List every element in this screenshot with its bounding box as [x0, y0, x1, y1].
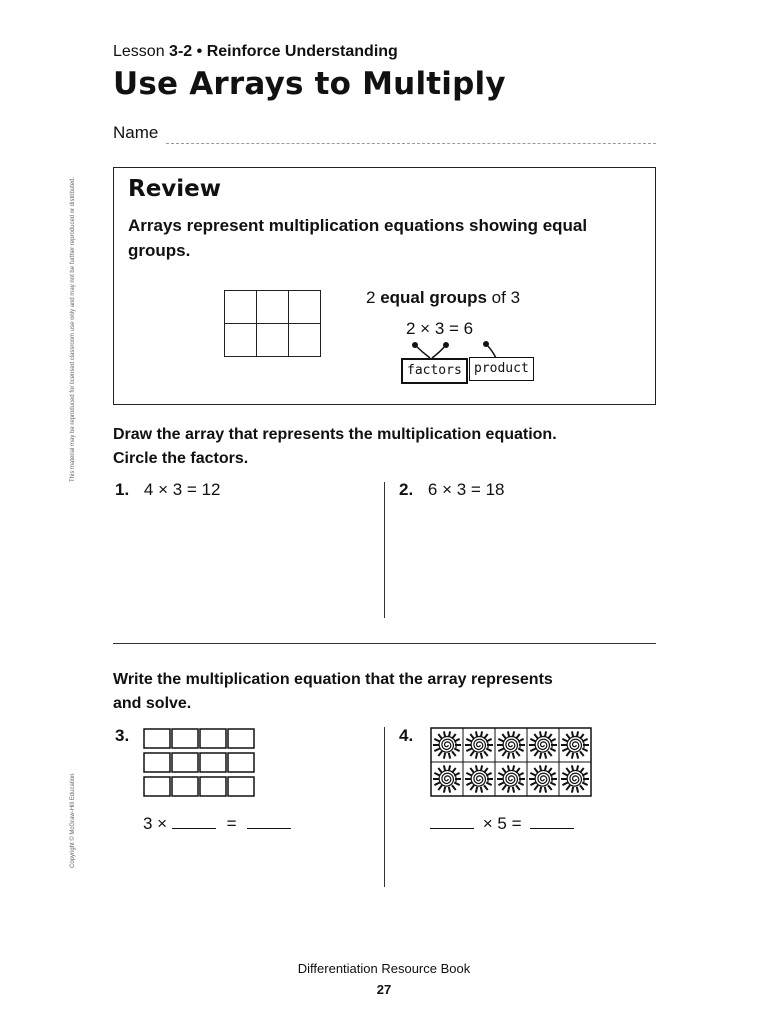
lesson-label	[113, 43, 398, 61]
problem-2	[399, 480, 505, 500]
problem-number: 1.	[115, 480, 130, 499]
array-box	[144, 753, 170, 772]
array-box	[200, 729, 226, 748]
product-pointer-line	[486, 344, 496, 358]
problem-number: 2.	[399, 480, 414, 499]
problem-2-work-area[interactable]	[400, 510, 656, 615]
group-size-text: of 3	[491, 288, 521, 307]
equals-sign: =	[226, 814, 237, 833]
lesson-separator: •	[196, 43, 203, 60]
factors-tag: factors	[401, 358, 468, 384]
divider-vertical-1	[384, 482, 385, 618]
array-cell	[289, 324, 321, 357]
name-line[interactable]	[166, 143, 656, 144]
equal-groups-description	[366, 288, 520, 308]
write-instructions	[113, 668, 633, 716]
problem-number: 3.	[115, 726, 130, 745]
array-box	[200, 753, 226, 772]
answer-blank-product[interactable]	[530, 813, 574, 829]
array-box	[172, 777, 198, 796]
problem-1	[115, 480, 221, 500]
divider-horizontal	[113, 643, 656, 644]
array-box	[228, 777, 254, 796]
factor-pointer-line-1	[415, 345, 430, 358]
example-equation: 2 × 3 = 6	[406, 319, 474, 338]
draw-instruction-line-2: Circle the factors.	[113, 450, 249, 467]
array-cell	[257, 291, 289, 324]
example-array	[224, 290, 321, 357]
example-array-grid	[224, 290, 321, 357]
lesson-type: Reinforce Understanding	[206, 43, 398, 60]
copyright-notice: Copyright © McGraw-Hill Education	[70, 773, 76, 868]
review-title: Review	[128, 176, 222, 202]
problem-4-number	[399, 726, 423, 746]
factor-pointer-line-2	[432, 345, 446, 358]
problem-equation: 6 × 3 = 18	[427, 480, 505, 499]
draw-instruction-line-1: Draw the array that represents the multiplication equation.	[113, 426, 557, 443]
equal-groups-text: equal groups	[380, 288, 487, 307]
draw-instructions	[113, 423, 633, 471]
answer-blank-product[interactable]	[247, 813, 291, 829]
lesson-id: 3-2	[169, 43, 193, 60]
problem-1-work-area[interactable]	[115, 510, 375, 615]
array-box	[144, 777, 170, 796]
write-instruction-line-1: Write the multiplication equation that the array represents	[113, 671, 553, 688]
reproduction-notice: This material may be reproduced for licensed classroom use only and may not be further reproduced or distributed.	[70, 176, 76, 482]
array-cell	[225, 324, 257, 357]
problem-3-number	[115, 726, 139, 746]
problem-4-mid: × 5 =	[482, 814, 522, 833]
problem-3-equation	[143, 813, 291, 834]
problem-4-array	[430, 727, 594, 797]
array-box	[200, 777, 226, 796]
footer-book-title: Differentiation Resource Book	[297, 961, 471, 976]
groups-count: 2	[366, 288, 376, 307]
page-title: Use Arrays to Multiply	[113, 66, 506, 102]
page-number: 27	[376, 982, 392, 997]
divider-vertical-2	[384, 727, 385, 887]
answer-blank-factor[interactable]	[172, 813, 216, 829]
array-box	[144, 729, 170, 748]
review-text: Arrays represent multiplication equations showing equal groups.	[128, 216, 588, 260]
problem-equation: 4 × 3 = 12	[143, 480, 221, 499]
array-box	[228, 753, 254, 772]
array-cell	[225, 291, 257, 324]
array-cell	[257, 324, 289, 357]
lesson-word: Lesson	[113, 43, 165, 60]
array-box	[172, 729, 198, 748]
array-box	[228, 729, 254, 748]
problem-4-equation	[430, 813, 574, 834]
review-box	[113, 167, 656, 405]
problem-number: 4.	[399, 726, 414, 745]
array-box	[172, 753, 198, 772]
array-cell	[289, 291, 321, 324]
name-label: Name	[113, 123, 159, 142]
answer-blank-factor[interactable]	[430, 813, 474, 829]
problem-3-array	[143, 728, 257, 800]
problem-3-prefix: 3 ×	[143, 814, 168, 833]
write-instruction-line-2: and solve.	[113, 695, 192, 712]
product-tag: product	[469, 357, 534, 381]
